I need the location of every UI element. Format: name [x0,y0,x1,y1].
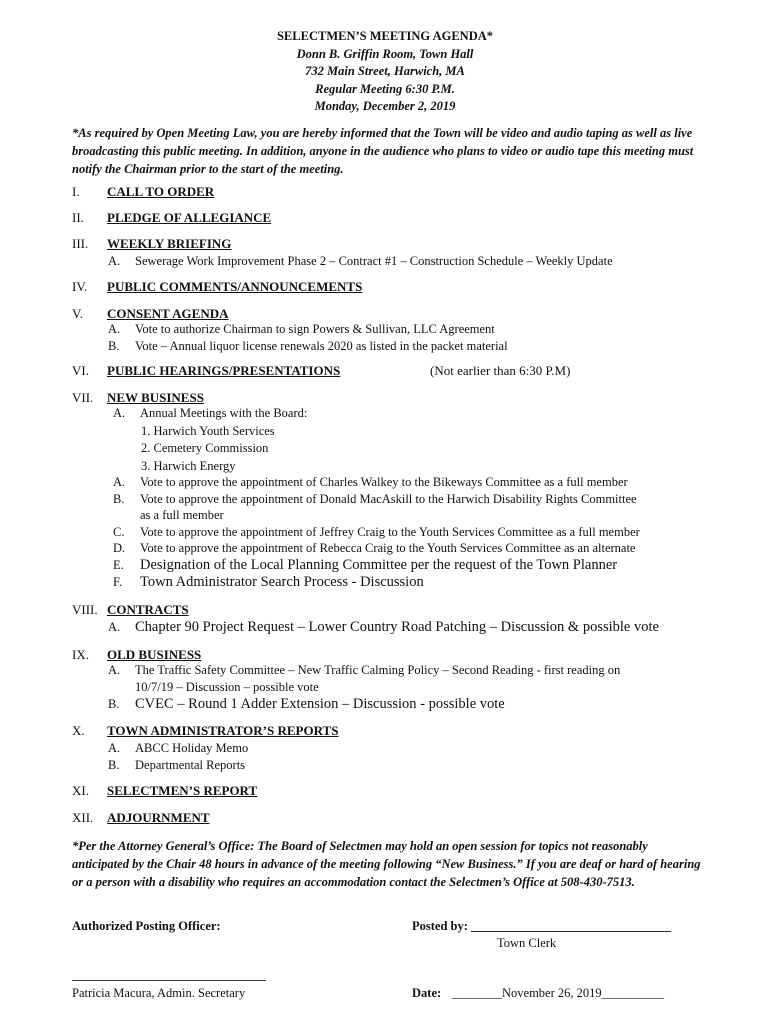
section-number: X. [72,723,85,738]
section-title: ADJOURNMENT [107,810,210,825]
item-text: Vote to approve the appointment of Charles Walkey to the Bikeways Committee as a full member [140,475,628,489]
item-text: Departmental Reports [135,758,246,772]
item-letter: B. [113,492,125,506]
item-text: Vote to authorize Chairman to sign Powers & Sullivan, LLC Agreement [135,322,495,336]
section-title: TOWN ADMINISTRATOR’S REPORTS [107,723,339,738]
section-title: CONTRACTS [107,602,189,617]
item-letter: A. [108,322,121,336]
item-letter: B. [108,697,120,711]
item-letter: F. [113,575,123,589]
item-letter: E. [113,558,124,572]
open-meeting-notice: *As required by Open Meeting Law, you are hereby informed that the Town will be video and audio taping as well as live broadcasting this public meeting. In addition, anyone in the audience who plans to video or audio tape this meeting must notify the Chairman prior to the start of the meeting. [72,126,694,176]
section-number: VII. [72,390,94,405]
item-letter: A. [108,620,121,634]
section-title: NEW BUSINESS [107,390,204,405]
officer-name: Patricia Macura, Admin. Secretary [72,986,246,1000]
section-title: PUBLIC COMMENTS/ANNOUNCEMENTS [107,279,363,294]
item-text: Vote to approve the appointment of Jeffrey Craig to the Youth Services Committee as a full member [140,525,640,539]
meeting-location: Donn B. Griffin Room, Town Hall [296,46,474,61]
section-note: (Not earlier than 6:30 P.M) [430,363,571,378]
item-text: Designation of the Local Planning Committee per the request of the Town Planner [140,557,618,573]
section-title [107,363,340,379]
item-text: ABCC Holiday Memo [135,741,249,755]
authorized-posting-officer-label: Authorized Posting Officer: [72,919,221,933]
posting-date: ________November 26, 2019__________ [452,986,665,1000]
item-text: Annual Meetings with the Board: [140,406,308,420]
section-number: III. [72,236,89,251]
item-text: CVEC – Round 1 Adder Extension – Discussion - possible vote [135,696,505,712]
item-text: Vote to approve the appointment of Donald MacAskill to the Harwich Disability Rights Committee [140,492,637,506]
section-title: OLD BUSINESS [107,647,202,662]
item-continuation: as a full member [140,508,224,522]
section-number: IX. [72,647,89,662]
item-letter: D. [113,541,126,555]
sub-item: 2. Cemetery Commission [141,441,269,455]
item-letter: A. [108,663,121,677]
section-title: CONSENT AGENDA [107,306,229,321]
item-text: Vote to approve the appointment of Rebecca Craig to the Youth Services Committee as an alternate [140,541,636,555]
section-number: XI. [72,783,89,798]
meeting-type: Regular Meeting 6:30 P.M. [315,81,455,96]
item-text: Chapter 90 Project Request – Lower Country Road Patching – Discussion & possible vote [135,619,659,635]
attorney-general-note: *Per the Attorney General’s Office: The Board of Selectmen may hold an open session for topics not reasonably anticipated by the Chair 48 hours in advance of the meeting following “New Business.” If you are deaf or hard of hearing or a person with a disability who requires an accommodation contact the Selectmen’s Office at 508-430-7513. [72,839,701,889]
section-title: WEEKLY BRIEFING [107,236,232,251]
section-title: PLEDGE OF ALLEGIANCE [107,210,272,225]
item-letter: A. [108,741,121,755]
section-number: VIII. [72,602,98,617]
section-title: SELECTMEN’S REPORT [107,783,258,798]
item-letter: C. [113,525,125,539]
agenda-header [0,28,770,116]
item-text: Vote – Annual liquor license renewals 2020 as listed in the packet material [135,339,508,353]
section-number: XII. [72,810,94,825]
item-letter: A. [108,254,121,268]
item-letter: B. [108,758,120,772]
date-label: Date: [412,986,442,1000]
agenda-title: SELECTMEN’S MEETING AGENDA* [276,29,493,43]
item-letter: A. [113,406,126,420]
sub-item: 1. Harwich Youth Services [141,424,275,438]
item-continuation: 10/7/19 – Discussion – possible vote [135,680,319,694]
meeting-date: Monday, December 2, 2019 [314,99,456,113]
item-letter: B. [108,339,120,353]
section-number: V. [72,306,83,321]
item-text: The Traffic Safety Committee – New Traffic Calming Policy – Second Reading - first reading on [135,663,621,677]
section-number: IV. [72,279,88,294]
item-text: Town Administrator Search Process - Discussion [140,574,424,590]
town-clerk-label: Town Clerk [497,936,557,950]
item-letter: A. [113,475,126,489]
posted-by-label: Posted by: ________________________________ [412,919,672,933]
item-text: Sewerage Work Improvement Phase 2 – Contract #1 – Construction Schedule – Weekly Update [135,254,613,268]
signature-line [72,980,266,981]
meeting-address: 732 Main Street, Harwich, MA [305,64,465,78]
sub-item: 3. Harwich Energy [141,459,236,473]
section-title: CALL TO ORDER [107,184,215,199]
section-number: VI. [72,363,89,378]
section-title-text: PUBLIC HEARINGS/PRESENTATIONS [107,363,341,378]
section-number: I. [72,184,80,199]
section-number: II. [72,210,84,225]
